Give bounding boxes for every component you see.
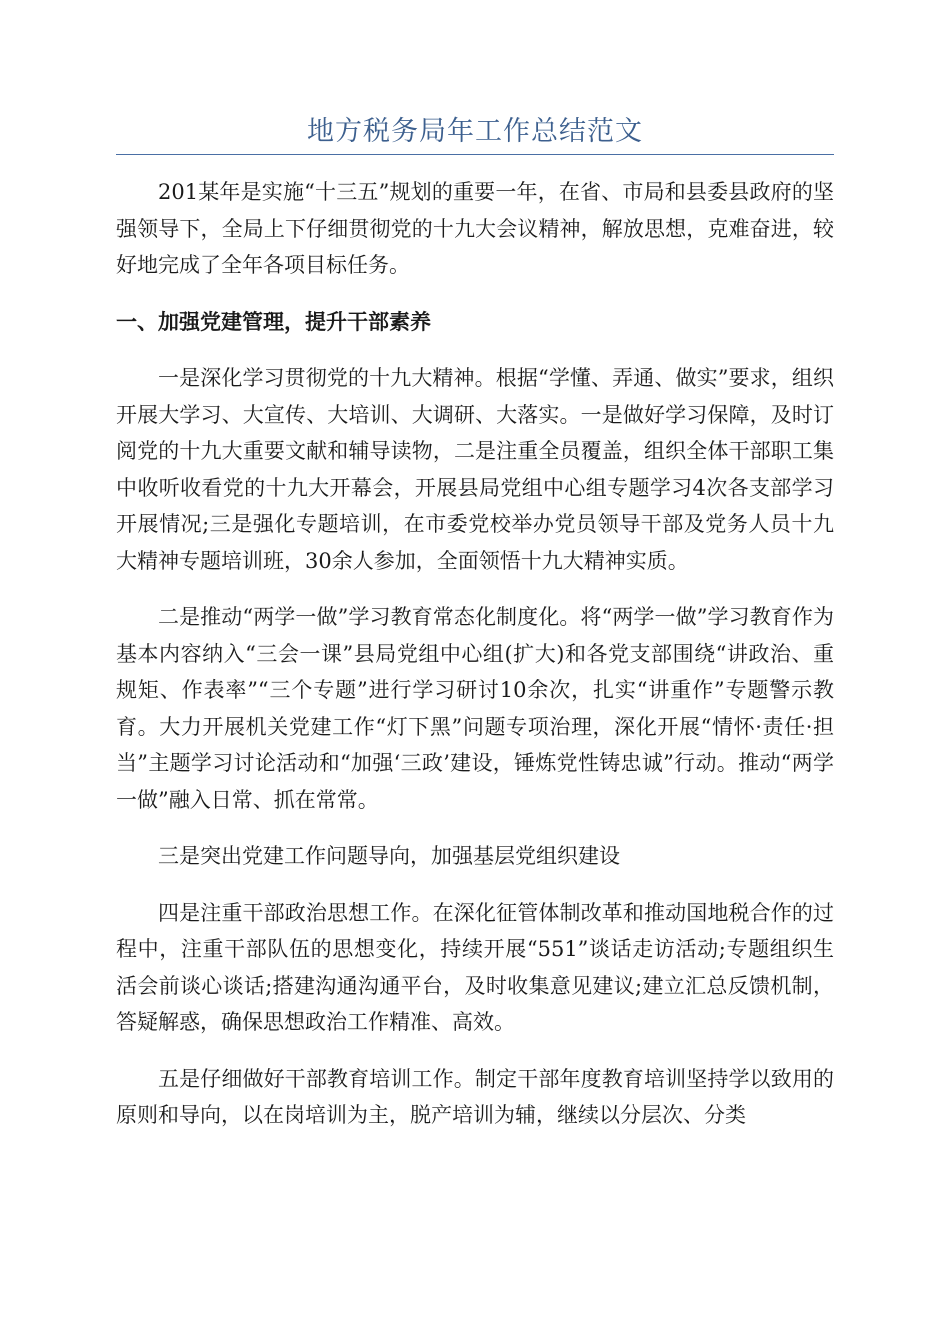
body-paragraph-1: 一是深化学习贯彻党的十九大精神。根据“学懂、弄通、做实”要求，组织开展大学习、大宣传、大培训、大调研、大落实。一是做好学习保障，及时订阅党的十九大重要文献和辅导读物，二是注重全员覆盖，组织全体干部职工集中收听收看党的十九大开幕会，开展县局党组中心组专题学习4次各支部学习开展情况;三是强化专题培训，在市委党校举办党员领导干部及党务人员十九大精神专题培训班，30余人参加，全面领悟十九大精神实质。 bbox=[116, 366, 834, 573]
intro-paragraph: 201某年是实施“十三五”规划的重要一年，在省、市局和县委县政府的坚强领导下，全局上下仔细贯彻党的十九大会议精神，解放思想，克难奋进，较好地完成了全年各项目标任务。 bbox=[116, 180, 834, 277]
document-body bbox=[116, 174, 834, 1154]
body-paragraph-3: 三是突出党建工作问题导向，加强基层党组织建设 bbox=[158, 844, 620, 868]
document-title: 地方税务局年工作总结范文 bbox=[307, 116, 643, 147]
title-underline bbox=[116, 154, 834, 155]
body-paragraph-2: 二是推动“两学一做”学习教育常态化制度化。将“两学一做”学习教育作为基本内容纳入“三会一课”县局党组中心组(扩大)和各党支部围绕“讲政治、重规矩、作表率”“三个专题”进行学习研讨10余次，扎实“讲重作”专题警示教育。大力开展机关党建工作“灯下黑”问题专项治理，深化开展“情怀·责任·担当”主题学习讨论活动和“加强‘三政’建设，锤炼党性铸忠诚”行动。推动“两学一做”融入日常、抓在常常。 bbox=[116, 605, 834, 812]
body-paragraph-4: 四是注重干部政治思想工作。在深化征管体制改革和推动国地税合作的过程中，注重干部队伍的思想变化，持续开展“551”谈话走访活动;专题组织生活会前谈心谈话;搭建沟通沟通平台，及时收集意见建议;建立汇总反馈机制，答疑解惑，确保思想政治工作精准、高效。 bbox=[116, 900, 834, 1034]
body-paragraph-5: 五是仔细做好干部教育培训工作。制定干部年度教育培训坚持学以致用的原则和导向，以在岗培训为主，脱产培训为辅，继续以分层次、分类 bbox=[116, 1066, 834, 1127]
section-heading: 一、加强党建管理，提升干部素养 bbox=[116, 309, 431, 334]
